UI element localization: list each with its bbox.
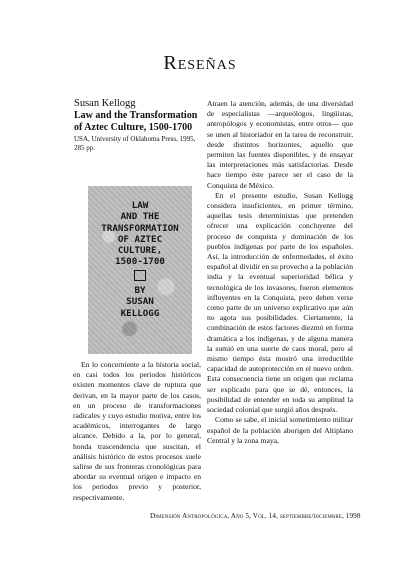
book-cover-image xyxy=(88,186,192,354)
cover-line: TRANSFORMATION xyxy=(101,222,179,234)
book-title: Law and the Transformation of Aztec Culture, 1500-1700 xyxy=(74,110,198,133)
paragraph: En el presente estudio, Susan Kellogg considera insuficientes, en primer término, aquellas tesis deterministas que pretenden ofrecer una explicación concluyente del proceso de conquista y dominación de los pueblos indígenas por parte de los españoles. Así, la introducción de enfermedades, el éxito español al dividir en su provecho a la población india y la eventual superioridad bélica y tecnológica de los invasores, fueron elementos influyentes en la Conquista, pero deben verse como parte de un universo explicativo que aún no agota sus posibilidades. Ciertamente, la combinación de estos factores diezmó en forma dramática a los indígenas, y de alguna manera la sumió en una suerte de caos moral, pero al mismo tiempo ésta mostró una irreductible capacidad de autoprotección en el nuevo orden. Esta consecuencia tiene un origen que reclama ser explicado para que se dé, entonces, la posibilidad de entender en toda su amplitud la sociedad colonial que surgió años después. xyxy=(207,190,353,415)
cover-line: SUSAN xyxy=(126,296,154,308)
left-column-text xyxy=(73,360,201,503)
journal-footer: Dimensión Antropológica, Año 5, Vol. 14, septiembre/diciembre, 1998 xyxy=(150,512,361,520)
cover-line: CULTURE, xyxy=(117,245,163,257)
glyph-icon xyxy=(134,270,146,281)
paragraph: En lo concerniente a la historia social, en casi todos los periodos históricos existen momentos clave de ruptura que derivan, en la mayor parte de los casos, en un proceso de transformaciones radicales y cuyo estudio motiva, entre los académicos, interrogantes de largo alcance. Debido a la, por lo general, honda trascendencia que suscitan, el análisis histórico de estos procesos suele salirse de sus fronteras cronológicas para abordar su eventual origen e impacto en los periodos previo y posterior, respectivamente. xyxy=(73,360,201,502)
cover-line: KELLOGG xyxy=(120,307,160,319)
right-column-text xyxy=(207,99,353,446)
cover-line: OF AZTEC xyxy=(117,233,163,245)
cover-line: 1500-1700 xyxy=(115,256,165,268)
section-title: Reseñas xyxy=(163,52,237,74)
publication-info: USA, University of Oklahoma Press, 1995, 285 pp. xyxy=(74,135,196,152)
review-author: Susan Kellogg xyxy=(74,98,136,109)
cover-line: AND THE xyxy=(120,211,160,223)
cover-line: BY xyxy=(134,285,146,297)
paragraph: Atraen la atención, además, de una diversidad de especialistas —arqueólogos, lingüistas, antropólogos y economistas, entre otros— que se unen al historiador en la tarea de reconstruir, desde distintos horizontes, aquello que permiten las fuentes disponibles, y de ensayar las interpretaciones más satisfactorias. Desde hace tiempo éste parece ser el caso de la Conquista de México. xyxy=(207,99,353,190)
review-header xyxy=(74,98,200,153)
paragraph: Como se sabe, el inicial sometimiento militar español de la población aborigen del Altiplano Central y la zona maya, xyxy=(207,415,353,445)
cover-line: LAW xyxy=(131,200,149,211)
